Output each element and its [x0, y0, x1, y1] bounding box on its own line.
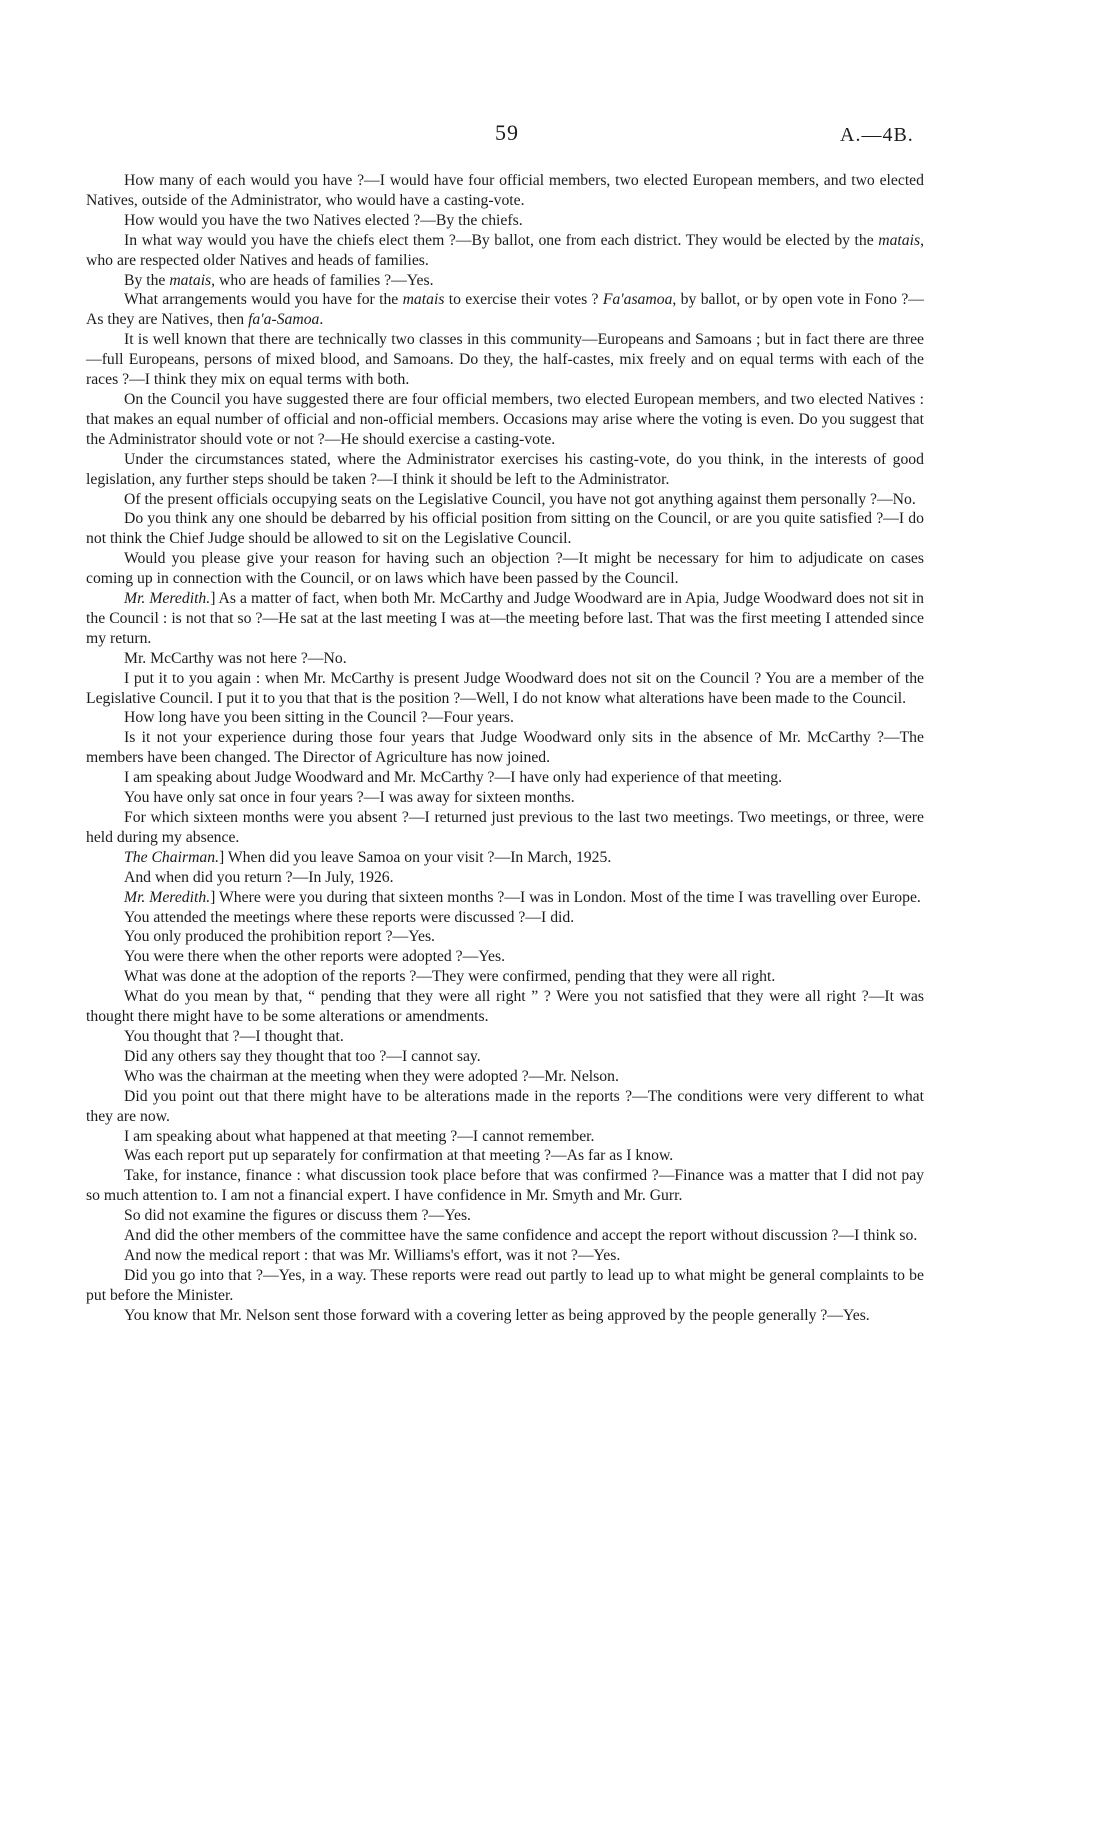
- paragraph-text: By the: [124, 271, 170, 289]
- italic-text: fa'a-Samoa: [248, 311, 320, 329]
- question-answer-paragraph: [86, 450, 924, 490]
- paragraph-text: Of the present officials occupying seats on the Legislative Council, you have not got anything against them personally ?—No.: [124, 490, 916, 508]
- paragraph-text: .: [319, 311, 324, 329]
- question-answer-paragraph: [86, 549, 924, 589]
- question-answer-paragraph: [86, 1146, 924, 1166]
- question-answer-paragraph: [86, 987, 924, 1027]
- question-answer-paragraph: [86, 788, 924, 808]
- paragraph-text: You thought that ?—I thought that.: [124, 1027, 344, 1045]
- paragraph-text: Did you go into that ?—Yes, in a way. These reports were read out partly to lead up to what might be general complaints to be put before the Minister.: [86, 1266, 924, 1304]
- paragraph-text: How would you have the two Natives elected ?—By the chiefs.: [124, 211, 523, 229]
- question-answer-paragraph: [86, 390, 924, 450]
- question-answer-paragraph: [86, 330, 924, 390]
- paragraph-text: I put it to you again : when Mr. McCarthy is present Judge Woodward does not sit on the Council ? You are a member of the Legislative Council. I put it to you that that is the position ?—Well, I do not know what alterations have been made to the Council.: [86, 669, 924, 707]
- paragraph-text: How long have you been sitting in the Council ?—Four years.: [124, 709, 514, 727]
- paragraph-text: And did the other members of the committee have the same confidence and accept the report without discussion ?—I think so.: [124, 1227, 918, 1245]
- italic-text: Mr. Meredith.: [124, 888, 211, 906]
- italic-text: The Chairman.: [124, 848, 220, 866]
- italic-text: matais: [169, 271, 212, 289]
- paragraph-text: Did you point out that there might have to be alterations made in the reports ?—The conditions were very different to what they are now.: [86, 1087, 924, 1125]
- paragraph-text: Do you think any one should be debarred by his official position from sitting on the Council, or are you quite satisfied ?—I do not think the Chief Judge should be allowed to sit on the Legislative Council.: [86, 510, 924, 548]
- italic-text: Mr. Meredith.: [124, 590, 211, 608]
- paragraph-text: Mr. McCarthy was not here ?—No.: [124, 649, 347, 667]
- question-answer-paragraph: [86, 1047, 924, 1067]
- question-answer-paragraph: [86, 649, 924, 669]
- paragraph-text: It is well known that there are technically two classes in this community—Europeans and Samoans ; but in fact there are three—full Europeans, persons of mixed blood, and Samoans. Do they, the half-castes, mix freely and on equal terms with each of the races ?—I think they mix on equal terms with both.: [86, 331, 924, 389]
- question-answer-paragraph: [86, 708, 924, 728]
- question-answer-paragraph: [86, 1226, 924, 1246]
- question-answer-paragraph: [86, 908, 924, 928]
- question-answer-paragraph: [86, 848, 924, 868]
- paragraph-text: Under the circumstances stated, where the Administrator exercises his casting-vote, do you think, in the interests of good legislation, any further steps should be taken ?—I think it should be left to the Administrator.: [86, 450, 924, 488]
- paragraph-text: to exercise their votes ?: [444, 291, 603, 309]
- paragraph-text: In what way would you have the chiefs elect them ?—By ballot, one from each district. They would be elected by the: [124, 231, 879, 249]
- question-answer-paragraph: [86, 1246, 924, 1266]
- question-answer-paragraph: [86, 728, 924, 768]
- question-answer-paragraph: [86, 868, 924, 888]
- paragraph-text: What arrangements would you have for the: [124, 291, 403, 309]
- paragraph-text: Was each report put up separately for confirmation at that meeting ?—As far as I know.: [124, 1147, 674, 1165]
- paragraph-text: How many of each would you have ?—I would have four official members, two elected European members, and two elected Natives, outside of the Administrator, who would have a casting-vote.: [86, 172, 924, 209]
- question-answer-paragraph: [86, 927, 924, 947]
- italic-text: Fa'asamoa: [602, 291, 673, 309]
- question-answer-paragraph: [86, 211, 924, 231]
- italic-text: matais: [878, 231, 921, 249]
- paragraph-text: For which sixteen months were you absent ?—I returned just previous to the last two meetings. Two meetings, or three, were held during my absence.: [86, 809, 924, 846]
- question-answer-paragraph: [86, 490, 924, 510]
- document-reference: A.—4B.: [840, 124, 914, 146]
- question-answer-paragraph: [86, 1306, 924, 1326]
- paragraph-text: I am speaking about Judge Woodward and Mr. McCarthy ?—I have only had experience of that meeting.: [124, 769, 782, 787]
- question-answer-paragraph: [86, 669, 924, 709]
- question-answer-paragraph: [86, 1166, 924, 1206]
- question-answer-paragraph: [86, 808, 924, 848]
- paragraph-text: You know that Mr. Nelson sent those forward with a covering letter as being approved by the people generally ?—Yes.: [124, 1306, 870, 1324]
- paragraph-text: Would you please give your reason for having such an objection ?—It might be necessary for him to adjudicate on cases coming up in connection with the Council, or on laws which have been passed by the Council.: [86, 550, 924, 588]
- question-answer-paragraph: [86, 1027, 924, 1047]
- question-answer-paragraph: [86, 509, 924, 549]
- question-answer-paragraph: [86, 888, 924, 908]
- paragraph-text: Who was the chairman at the meeting when they were adopted ?—Mr. Nelson.: [124, 1067, 619, 1085]
- italic-text: matais: [402, 291, 445, 309]
- page-number: 59: [495, 120, 519, 145]
- question-answer-paragraph: [86, 589, 924, 649]
- paragraph-text: , who are respected older Natives and heads of families.: [86, 231, 924, 269]
- question-answer-paragraph: [86, 1127, 924, 1147]
- paragraph-text: You only produced the prohibition report ?—Yes.: [124, 928, 435, 946]
- question-answer-paragraph: [86, 947, 924, 967]
- paragraph-text: And when did you return ?—In July, 1926.: [124, 868, 394, 886]
- paragraph-text: So did not examine the figures or discuss them ?—Yes.: [124, 1207, 471, 1225]
- paragraph-text: Is it not your experience during those four years that Judge Woodward only sits in the absence of Mr. McCarthy ?—The members have been changed. The Director of Agriculture has now joined.: [86, 729, 924, 767]
- question-answer-paragraph: [86, 1266, 924, 1306]
- paragraph-text: Did any others say they thought that too ?—I cannot say.: [124, 1047, 481, 1065]
- question-answer-paragraph: [86, 1067, 924, 1087]
- paragraph-text: ] Where were you during that sixteen months ?—I was in London. Most of the time I was travelling over Europe.: [210, 888, 921, 906]
- paragraph-text: What do you mean by that, “ pending that they were all right ” ? Were you not satisfied that they were all right ?—It was thought there might have to be some alterations or amendments.: [86, 988, 924, 1026]
- paragraph-text: ] When did you leave Samoa on your visit ?—In March, 1925.: [219, 848, 612, 866]
- paragraph-text: ] As a matter of fact, when both Mr. McCarthy and Judge Woodward are in Apia, Judge Woodward does not sit in the Council : is not that so ?—He sat at the last meeting I was at—the meeting before last. That was the first meeting I attended since my return.: [86, 590, 924, 647]
- question-answer-paragraph: [86, 768, 924, 788]
- paragraph-text: You were there when the other reports were adopted ?—Yes.: [124, 948, 506, 966]
- question-answer-paragraph: [86, 1087, 924, 1127]
- question-answer-paragraph: [86, 290, 924, 330]
- paragraph-text: You have only sat once in four years ?—I was away for sixteen months.: [124, 789, 575, 807]
- question-answer-paragraph: [86, 967, 924, 987]
- testimony-body: [86, 171, 924, 1326]
- paragraph-text: And now the medical report : that was Mr. Williams's effort, was it not ?—Yes.: [124, 1246, 621, 1264]
- paragraph-text: I am speaking about what happened at that meeting ?—I cannot remember.: [124, 1127, 595, 1145]
- question-answer-paragraph: [86, 1206, 924, 1226]
- paragraph-text: , who are heads of families ?—Yes.: [211, 271, 434, 289]
- paragraph-text: , by ballot, or by open vote in Fono ?—As they are Natives, then: [86, 291, 924, 329]
- paragraph-text: What was done at the adoption of the reports ?—They were confirmed, pending that they were all right.: [124, 968, 776, 986]
- question-answer-paragraph: [86, 171, 924, 211]
- paragraph-text: You attended the meetings where these reports were discussed ?—I did.: [124, 908, 575, 926]
- paragraph-text: On the Council you have suggested there are four official members, two elected European members, and two elected Natives : that makes an equal number of official and non-official members. Occasions may arise where the voting is even. Do you suggest that the Administrator should vote or not ?—He should exercise a casting-vote.: [86, 390, 924, 448]
- question-answer-paragraph: [86, 271, 924, 291]
- paragraph-text: Take, for instance, finance : what discussion took place before that was confirmed ?—Finance was a matter that I did not pay so much attention to. I am not a financial expert. I have confidence in Mr. Smyth and Mr. Gurr.: [86, 1167, 924, 1205]
- question-answer-paragraph: [86, 231, 924, 271]
